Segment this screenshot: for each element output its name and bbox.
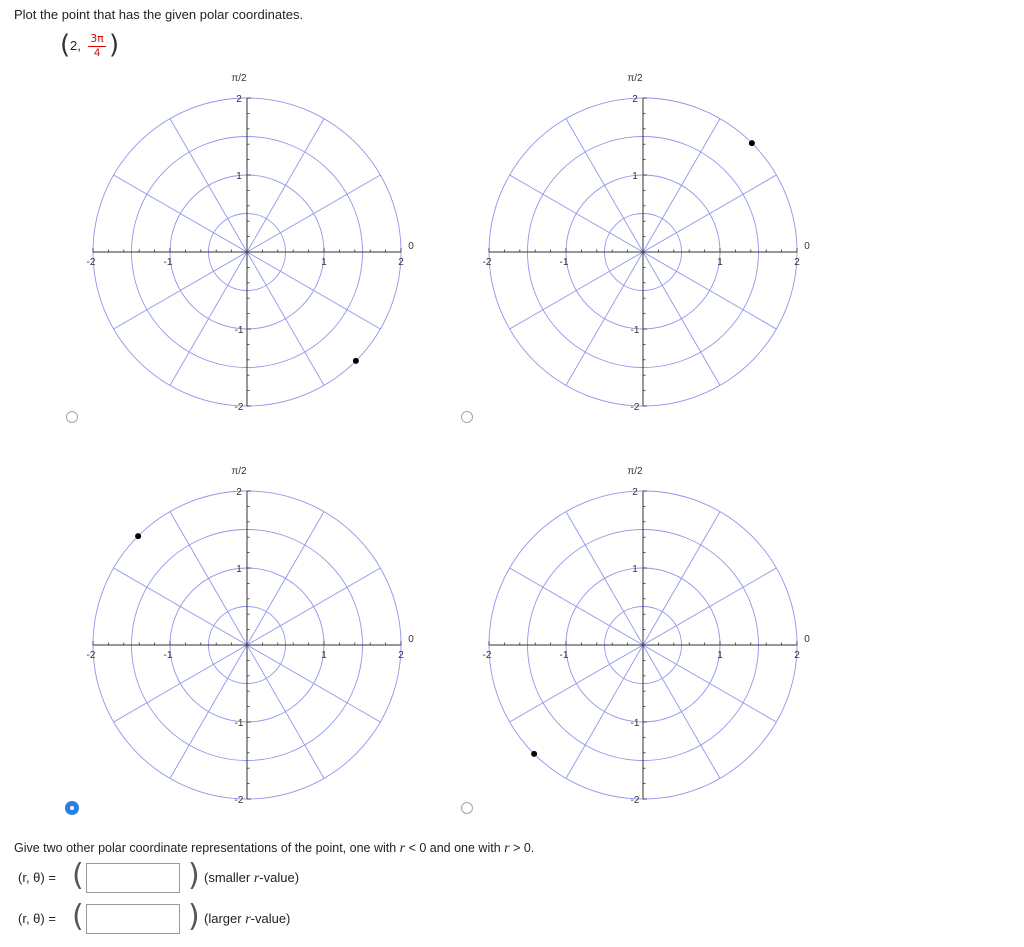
y-tick-label: -1 <box>630 718 640 729</box>
x-tick-label: 2 <box>794 257 800 268</box>
polar-plot-option-3[interactable] <box>78 458 418 808</box>
left-paren: ( <box>60 30 71 60</box>
note-pre: (smaller <box>204 870 254 885</box>
x-tick-label: -2 <box>86 650 96 661</box>
x-tick-label: 1 <box>717 650 723 661</box>
answer-left-paren: ( <box>72 899 84 934</box>
polar-plot-option-1[interactable] <box>78 65 418 415</box>
polar-plot-option-2[interactable] <box>474 65 814 415</box>
x-tick-label: 1 <box>321 257 327 268</box>
y-tick-label: 1 <box>632 564 638 575</box>
y-tick-label: -2 <box>234 402 244 413</box>
y-tick-label: 2 <box>236 487 242 498</box>
y-tick-label: 1 <box>236 564 242 575</box>
answer-left-paren: ( <box>72 858 84 893</box>
prompt-r-var-2: r <box>504 841 510 856</box>
label-zero: 0 <box>408 241 414 252</box>
plotted-point <box>749 140 755 146</box>
answer-right-paren: ) <box>188 899 200 934</box>
note-pre: (larger <box>204 911 246 926</box>
prompt-text-a: Give two other polar coordinate representations of the point, one with <box>14 841 400 855</box>
label-pi-over-2: π/2 <box>627 73 643 84</box>
label-zero: 0 <box>804 241 810 252</box>
polar-grid-svg <box>474 458 814 808</box>
y-tick-label: -1 <box>630 325 640 336</box>
y-tick-label: -2 <box>234 795 244 806</box>
x-tick-label: -2 <box>482 257 492 268</box>
answer-right-paren: ) <box>188 858 200 893</box>
y-tick-label: -2 <box>630 402 640 413</box>
plotted-point <box>135 533 141 539</box>
x-tick-label: 1 <box>717 257 723 268</box>
x-tick-label: 2 <box>398 650 404 661</box>
y-tick-label: 1 <box>236 171 242 182</box>
polar-grid-svg <box>78 458 418 808</box>
radio-option-3[interactable] <box>65 801 79 815</box>
prompt-text-c: > 0. <box>509 841 535 855</box>
polar-plot-option-4[interactable] <box>474 458 814 808</box>
theta-denominator: 4 <box>93 47 101 59</box>
theta-numerator: 3π <box>88 32 106 47</box>
y-tick-label: 2 <box>236 94 242 105</box>
question-title: Plot the point that has the given polar coordinates. <box>14 7 304 22</box>
x-tick-label: 1 <box>321 650 327 661</box>
larger-r-input[interactable] <box>86 904 180 934</box>
x-tick-label: -1 <box>559 257 569 268</box>
note-post: -value) <box>259 870 300 885</box>
plotted-point <box>531 751 537 757</box>
right-paren: ) <box>109 30 120 60</box>
prompt-text-b: < 0 and one with <box>405 841 505 855</box>
x-tick-label: 2 <box>398 257 404 268</box>
y-tick-label: 2 <box>632 487 638 498</box>
polar-grid-svg <box>474 65 814 415</box>
label-zero: 0 <box>804 634 810 645</box>
answer-note <box>204 911 290 928</box>
given-r-value: 2, <box>70 38 81 53</box>
y-tick-label: 2 <box>632 94 638 105</box>
label-pi-over-2: π/2 <box>231 466 247 477</box>
given-theta-fraction <box>88 32 106 60</box>
x-tick-label: -1 <box>163 257 173 268</box>
follow-up-prompt <box>14 841 534 857</box>
smaller-r-input[interactable] <box>86 863 180 893</box>
x-tick-label: -1 <box>163 650 173 661</box>
note-var: r <box>245 912 251 927</box>
note-var: r <box>253 871 260 886</box>
radio-option-1[interactable] <box>66 411 78 423</box>
radio-option-2[interactable] <box>461 411 473 423</box>
answer-label: (r, θ) = <box>18 870 56 885</box>
radio-option-4[interactable] <box>461 802 473 814</box>
note-post: -value) <box>250 911 291 926</box>
label-pi-over-2: π/2 <box>231 73 247 84</box>
label-zero: 0 <box>408 634 414 645</box>
plotted-point <box>353 358 359 364</box>
y-tick-label: -2 <box>630 795 640 806</box>
x-tick-label: -1 <box>559 650 569 661</box>
prompt-r-var-1: r <box>399 841 406 856</box>
y-tick-label: 1 <box>632 171 638 182</box>
y-tick-label: -1 <box>234 718 244 729</box>
x-tick-label: 2 <box>794 650 800 661</box>
y-tick-label: -1 <box>234 325 244 336</box>
answer-note <box>204 870 299 887</box>
x-tick-label: -2 <box>482 650 492 661</box>
label-pi-over-2: π/2 <box>627 466 643 477</box>
answer-label: (r, θ) = <box>18 911 56 926</box>
x-tick-label: -2 <box>86 257 96 268</box>
polar-grid-svg <box>78 65 418 415</box>
